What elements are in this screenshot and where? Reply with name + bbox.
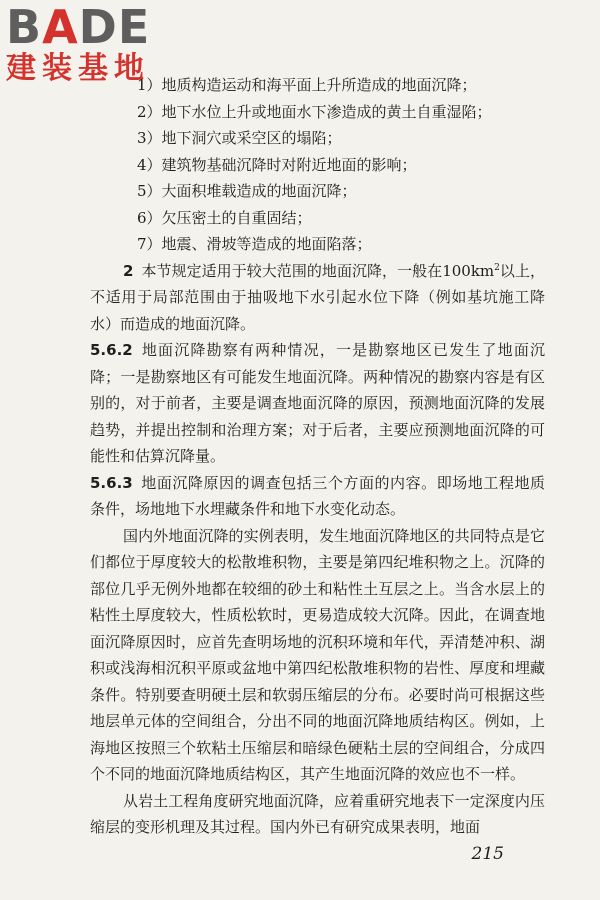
- section-text: 地面沉降勘察有两种情况，一是勘察地区已发生了地面沉降；一是勘察地区有可能发生地面沉降。两种情况的勘察内容是有区别的，对于前者，主要是调查地面沉降的原因，预测地面沉降的发展趋势，并提出控制和治理方案；对于后者，主要应预测地面沉降的可能性和估算沉降量。: [90, 341, 545, 465]
- list-item: 6）欠压密土的自重固结；: [137, 208, 312, 227]
- paragraph-2: [90, 258, 545, 338]
- section-5-6-3: [90, 470, 545, 523]
- paragraph-text-cont: 以上，不适用于局部范围由于抽吸地下水引起水位下降（例如基坑施工降水）而造成的地面沉降。: [90, 261, 545, 333]
- section-5-6-2: [90, 337, 545, 470]
- list-item: 1）地质构造运动和海平面上升所造成的地面沉降；: [137, 76, 477, 94]
- paragraph-text: 本节规定适用于较大范围的地面沉降，一般在100km: [141, 261, 495, 280]
- page-number: 215: [471, 844, 504, 864]
- logo-subtitle: 建装基地: [6, 51, 150, 86]
- section-number: 5.6.3: [90, 473, 133, 492]
- page-body: [90, 72, 545, 841]
- paragraph-number: 2: [123, 261, 134, 280]
- section-text: 地面沉降原因的调查包括三个方面的内容。即场地工程地质条件，场地地下水埋藏条件和地下水变化动态。: [90, 473, 545, 518]
- list-item: 4）建筑物基础沉降时对附近地面的影响；: [137, 155, 417, 174]
- list-item: 7）地震、滑坡等造成的地面陷落；: [137, 235, 372, 253]
- list-item: 5）大面积堆载造成的地面沉降；: [137, 182, 357, 200]
- logo-wordmark: BADE: [6, 0, 151, 54]
- section-number: 5.6.2: [90, 341, 133, 359]
- list-item: 3）地下洞穴或采空区的塌陷；: [137, 129, 342, 147]
- list-item: 2）地下水位上升或地面水下渗造成的黄土自重湿陷；: [137, 102, 492, 121]
- paragraph-geotechnical: 从岩土工程角度研究地面沉降，应着重研究地表下一定深度内压缩层的变形机理及其过程。国内外已有研究成果表明，地面: [90, 791, 545, 836]
- superscript: 2: [494, 262, 500, 273]
- paragraph-domestic-cases: 国内外地面沉降的实例表明，发生地面沉降地区的共同特点是它们都位于厚度较大的松散堆积物，主要是第四纪堆积物之上。沉降的部位几乎无例外地都在较细的砂土和粘性土互层之上。当含水层上的粘性土厚度较大，性质松软时，更易造成较大沉降。因此，在调查地面沉降原因时，应首先查明场地的沉积环境和年代，弄清楚冲积、湖积或浅海相沉积平原或盆地中第四纪松散堆积物的岩性、厚度和埋藏条件。特别要查明硬土层和软弱压缩层的分布。必要时尚可根据这些地层单元体的空间组合，分出不同的地面沉降地质结构区。例如，上海地区按照三个软粘土压缩层和暗绿色硬粘土层的空间组合，分成四个不同的地面沉降地质结构区，其产生地面沉降的效应也不一样。: [90, 526, 545, 783]
